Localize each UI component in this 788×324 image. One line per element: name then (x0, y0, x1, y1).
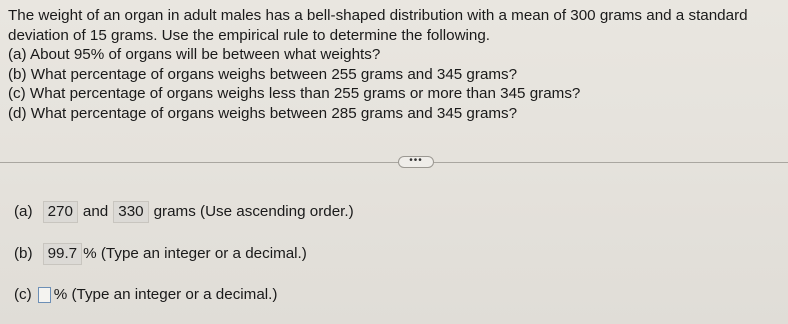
answer-row-b (14, 243, 307, 265)
section-divider (0, 156, 788, 168)
more-options-button[interactable]: ••• (398, 156, 434, 168)
answer-c-input[interactable] (38, 287, 51, 303)
answer-b-suffix: % (Type an integer or a decimal.) (83, 245, 307, 262)
answer-a-connector: and (82, 203, 109, 220)
answer-a-input-upper[interactable]: 330 (113, 201, 148, 223)
divider-line (0, 162, 788, 163)
answer-c-label: (c) (14, 286, 32, 303)
answer-row-a (14, 201, 354, 223)
answer-c-suffix: % (Type an integer or a decimal.) (53, 286, 278, 303)
answer-b-input[interactable]: 99.7 (43, 243, 83, 265)
answer-row-c (14, 285, 277, 305)
question-line-1: The weight of an organ in adult males has a bell-shaped distribution with a mean of 300 grams and a standard (8, 7, 748, 24)
question-line-2: deviation of 15 grams. Use the empirical rule to determine the following. (8, 26, 491, 44)
question-part-b: (b) What percentage of organs weighs between 255 grams and 345 grams? (8, 65, 518, 83)
question-part-d: (d) What percentage of organs weighs between 285 grams and 345 grams? (8, 104, 518, 122)
answer-a-label: (a) (14, 203, 33, 220)
question-part-a: (a) About 95% of organs will be between what weights? (8, 46, 381, 63)
question-text (8, 6, 784, 123)
answer-b-label: (b) (14, 245, 33, 262)
question-part-c: (c) What percentage of organs weighs less than 255 grams or more than 345 grams? (8, 85, 581, 102)
answer-a-input-lower[interactable]: 270 (43, 201, 78, 223)
answer-a-suffix: grams (Use ascending order.) (153, 203, 354, 220)
